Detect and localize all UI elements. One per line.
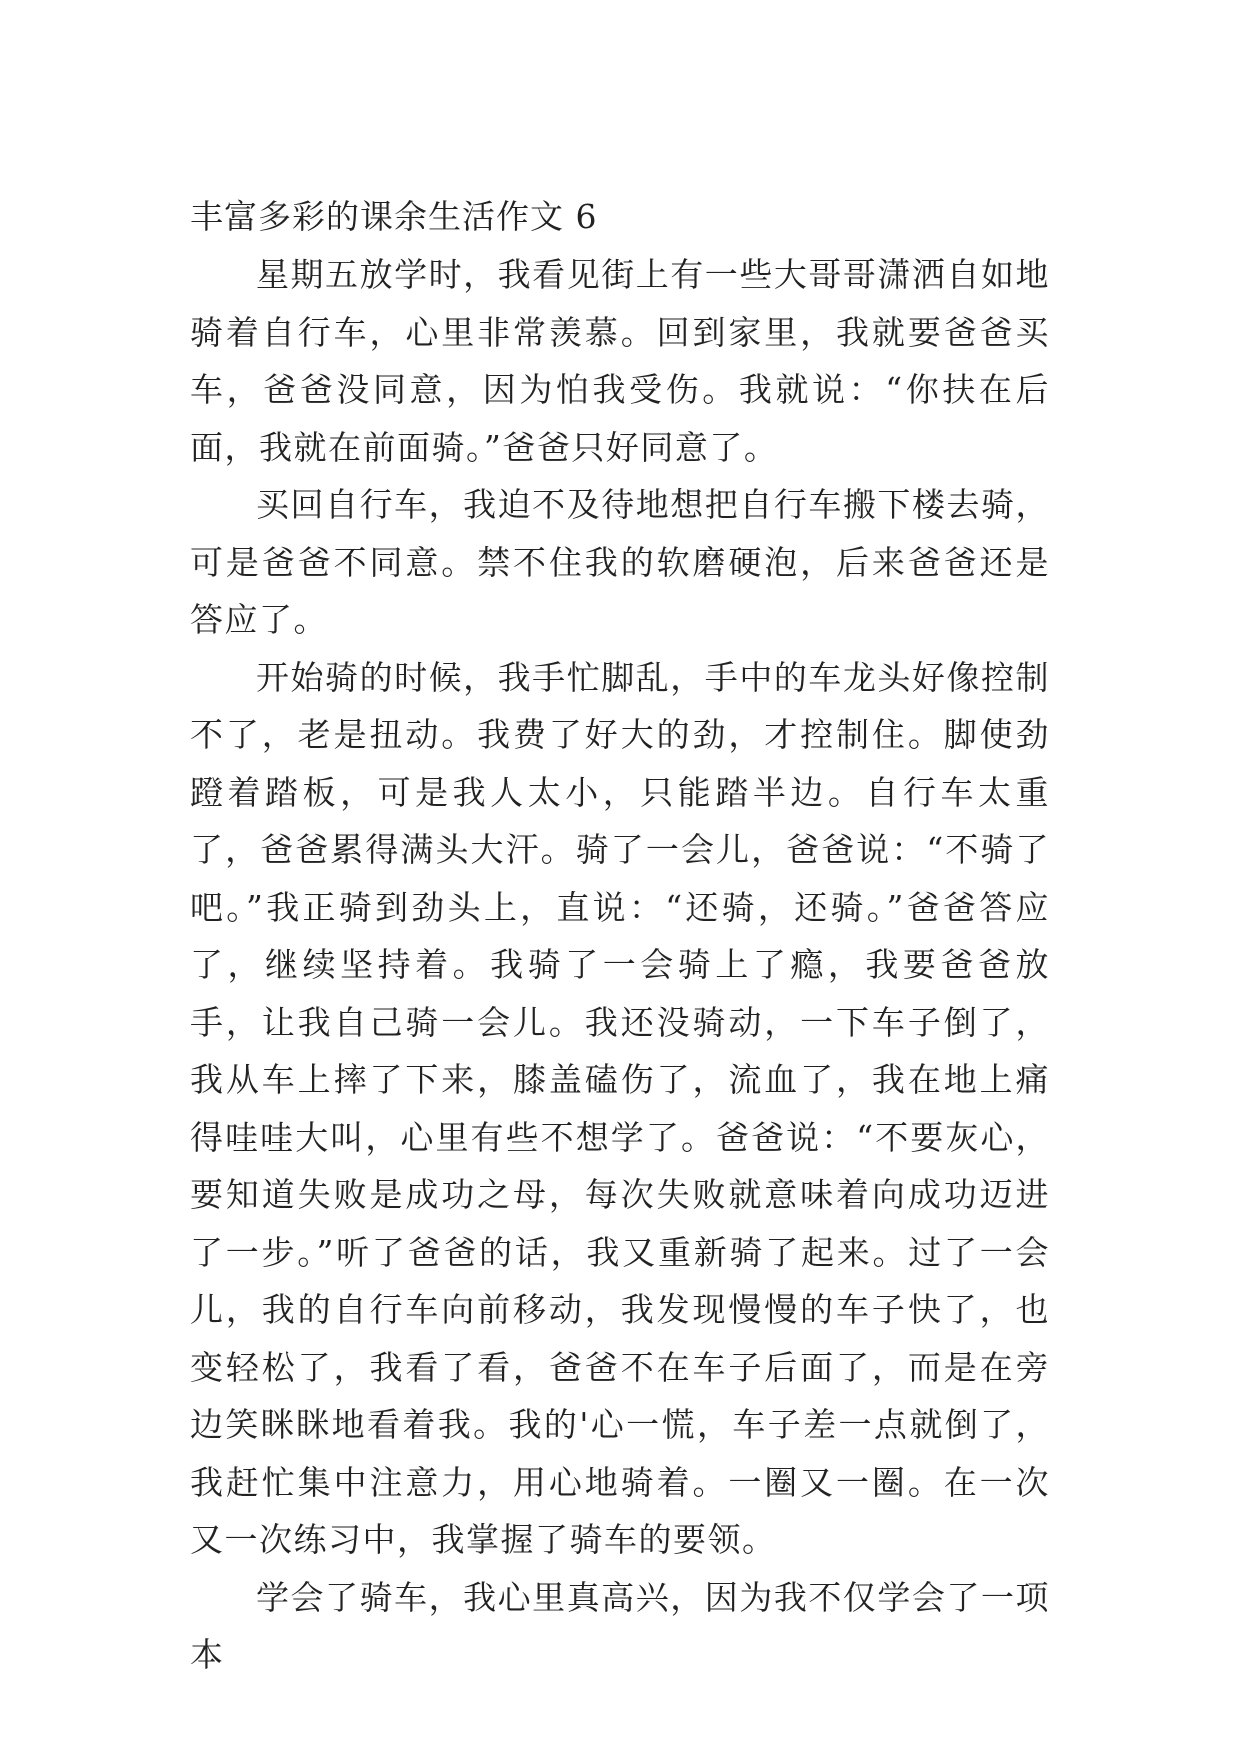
document-body [190,246,1050,1684]
document-title: 丰富多彩的课余生活作文 6 [190,197,598,236]
paragraph-2: 买回自行车，我迫不及待地想把自行车搬下楼去骑，可是爸爸不同意。禁不住我的软磨硬泡，后来爸爸还是答应了。 [190,485,1050,639]
paragraph-3: 开始骑的时候，我手忙脚乱，手中的车龙头好像控制不了，老是扭动。我费了好大的劲，才控制住。脚使劲蹬着踏板，可是我人太小，只能踏半边。自行车太重了，爸爸累得满头大汗。骑了一会儿，爸爸说：“不骑了吧。”我正骑到劲头上，直说：“还骑，还骑。”爸爸答应了，继续坚持着。我骑了一会骑上了瘾，我要爸爸放手，让我自己骑一会儿。我还没骑动，一下车子倒了，我从车上摔了下来，膝盖磕伤了，流血了，我在地上痛得哇哇大叫，心里有些不想学了。爸爸说：“不要灰心，要知道失败是成功之母，每次失败就意味着向成功迈进了一步。”听了爸爸的话，我又重新骑了起来。过了一会儿，我的自行车向前移动，我发现慢慢的车子快了，也变轻松了，我看了看，爸爸不在车子后面了，而是在旁边笑眯眯地看着我。我的'心一慌，车子差一点就倒了，我赶忙集中注意力，用心地骑着。一圈又一圈。在一次又一次练习中，我掌握了骑车的要领。 [190,657,1050,1559]
paragraph-4: 学会了骑车，我心里真高兴，因为我不仅学会了一项本 [190,1577,1050,1674]
paragraph-1: 星期五放学时，我看见街上有一些大哥哥潇洒自如地骑着自行车，心里非常羡慕。回到家里，我就要爸爸买车，爸爸没同意，因为怕我受伤。我就说：“你扶在后面，我就在前面骑。”爸爸只好同意了。 [190,255,1050,467]
